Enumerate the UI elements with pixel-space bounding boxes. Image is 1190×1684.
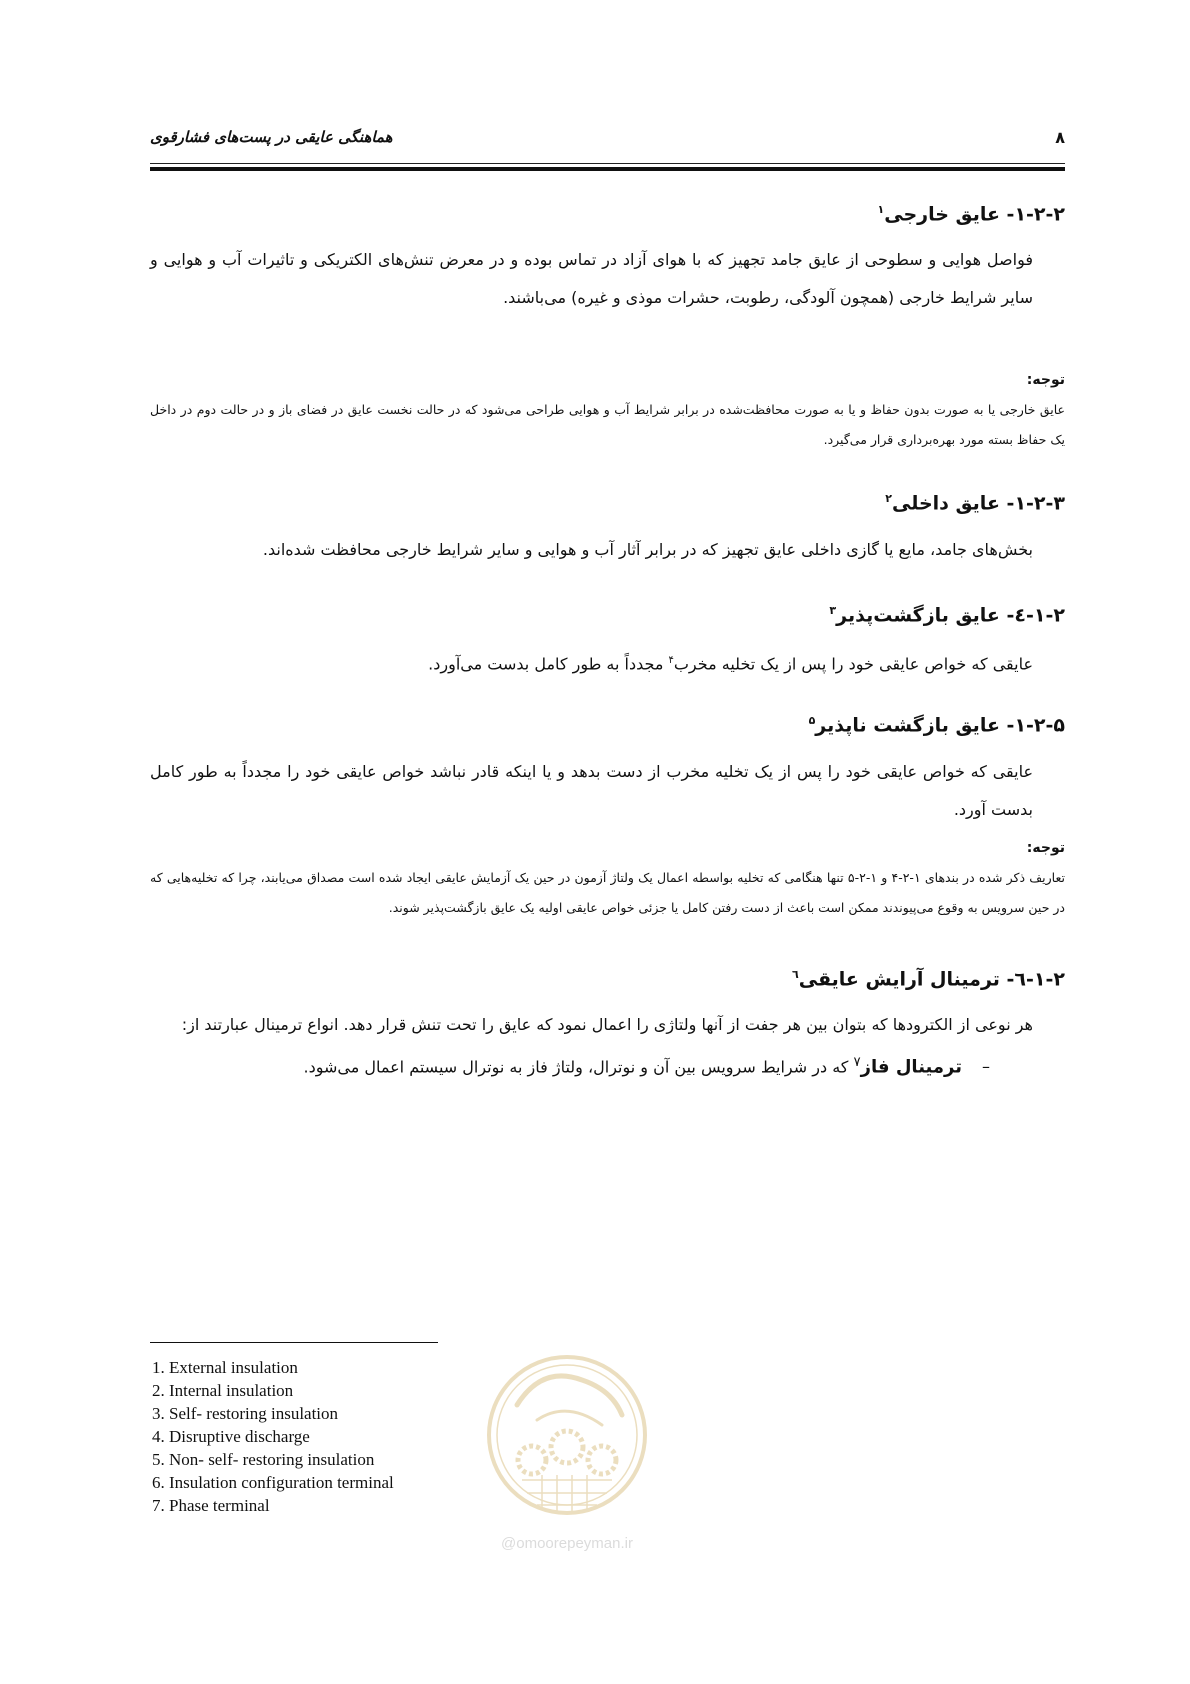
section-paragraph: بخش‌های جامد، مایع یا گازی داخلی عایق تجهیز که در برابر آثار آب و هوایی و سایر شرایط خارجی محافظت شده‌اند. <box>262 539 1033 559</box>
section-paragraph: هر نوعی از الکترودها که بتوان بین هر جفت از آنها ولتاژی را اعمال نمود که عایق را تحت تنش قرار دهد. انواع ترمینال عبارتند از: <box>181 1014 1033 1034</box>
section-insulation-configuration-terminal <box>150 957 1065 1087</box>
footnote-ref: ۷ <box>853 1054 861 1070</box>
footnote-item: 4. Disruptive discharge <box>152 1427 310 1446</box>
section-heading-text: ۱-۲-۵- عایق بازگشت ناپذیر <box>815 714 1065 737</box>
paragraph-text: عایقی که خواص عایقی خود را پس از یک تخلیه مخرب <box>673 654 1033 674</box>
page-body <box>150 192 1065 1086</box>
section-self-restoring-insulation <box>150 593 1065 684</box>
section-heading-text: ۱-۲-۲- عایق خارجی <box>884 203 1065 226</box>
watermark-logo-icon <box>482 1335 652 1535</box>
section-heading-text: ۱-۲-۳- عایق داخلی <box>892 492 1065 515</box>
section-paragraph: فواصل هوایی و سطوحی از عایق جامد تجهیز که با هوای آزاد در تماس بوده و در معرض تنش‌های الکتریکی و تاثیرات آب و هوایی و سایر شرایط خارجی (همچون آلودگی، رطوبت، حشرات موذی و غیره) می‌باشند. <box>150 250 1033 308</box>
note-text: تعاریف ذکر شده در بندهای ۱-۲-۴ و ۱-۲-۵ تنها هنگامی که تخلیه بواسطه اعمال یک ولتاژ آزمون در حین یک آزمایش عایقی ایجاد شده است مصداق می‌یابند، چرا که تخلیه‌هایی که در حین سرویس به وقوع می‌پیوندند ممکن است باعث از دست رفتن کامل یا جزئی خواص عایقی اولیه یک عایق بازگشت‌پذیر شوند. <box>150 869 1065 915</box>
section-heading <box>150 593 1065 633</box>
header-rule-thin <box>150 163 1065 164</box>
bullet-item <box>150 1044 1065 1086</box>
footnote-item: 6. Insulation configuration terminal <box>152 1473 394 1492</box>
footnote-ref: ۱ <box>877 203 885 216</box>
section-external-insulation <box>150 192 1065 317</box>
bullet-term: ترمینال فاز <box>860 1056 962 1078</box>
section-heading-text: ۱-۲-٤- عایق بازگشت‌پذیر <box>836 603 1065 626</box>
footnote-ref: ٦ <box>792 967 799 981</box>
section-heading <box>150 957 1065 997</box>
footnotes <box>152 1356 394 1517</box>
running-title: هماهنگی عایقی در پست‌های فشارقوی <box>150 128 393 146</box>
watermark <box>482 1335 652 1565</box>
section-internal-insulation <box>150 481 1065 568</box>
note-block <box>150 365 1065 455</box>
header-rule-thick <box>150 167 1065 171</box>
paragraph-text: مجدداً به طور کامل بدست می‌آورد. <box>428 654 669 674</box>
section-heading <box>150 192 1065 232</box>
footnote-ref: ۴ <box>668 654 674 666</box>
section-paragraph <box>150 642 1065 683</box>
section-heading-text: ۱-۲-٦- ترمینال آرایش عایقی <box>798 967 1065 990</box>
page-header <box>150 128 1065 152</box>
section-heading <box>150 481 1065 521</box>
note-block <box>150 833 1065 923</box>
bullet-dash: – <box>982 1057 990 1077</box>
section-paragraph: عایقی که خواص عایقی خود را پس از یک تخلیه مخرب از دست بدهد و یا اینکه قادر نباشد خواص عایقی خود را مجدداً به طور کامل بدست آورد. <box>150 761 1033 819</box>
section-non-self-restoring-insulation <box>150 703 1065 828</box>
note-text: عایق خارجی یا به صورت بدون حفاظ و یا به صورت محافظت‌شده در برابر شرایط آب و هوایی طراحی می‌شود که در حالت نخست عایق در فضای باز و در حالت دوم در داخل یک حفاظ بسته مورد بهره‌برداری قرار می‌گیرد. <box>150 402 1065 448</box>
footnote-item: 3. Self- restoring insulation <box>152 1404 339 1423</box>
footnote-item: 5. Non- self- restoring insulation <box>152 1450 375 1469</box>
footnote-item: 7. Phase terminal <box>152 1496 270 1515</box>
note-label: توجه: <box>1026 839 1065 856</box>
page-number: ۸ <box>1055 128 1065 147</box>
footnote-item: 2. Internal insulation <box>152 1381 294 1400</box>
footnote-ref: ۲ <box>885 492 892 506</box>
bullet-text: که در شرایط سرویس بین آن و نوترال، ولتاژ فاز به نوترال سیستم اعمال می‌شود. <box>303 1057 854 1077</box>
footnote-ref: ۵ <box>808 714 816 728</box>
footnote-separator <box>150 1342 438 1343</box>
watermark-site: @omoorepeyman.ir <box>501 1535 633 1552</box>
footnote-item: 1. External insulation <box>152 1358 298 1377</box>
note-label: توجه: <box>1026 372 1065 389</box>
section-heading <box>150 703 1065 743</box>
footnote-ref: ۳ <box>829 603 837 617</box>
